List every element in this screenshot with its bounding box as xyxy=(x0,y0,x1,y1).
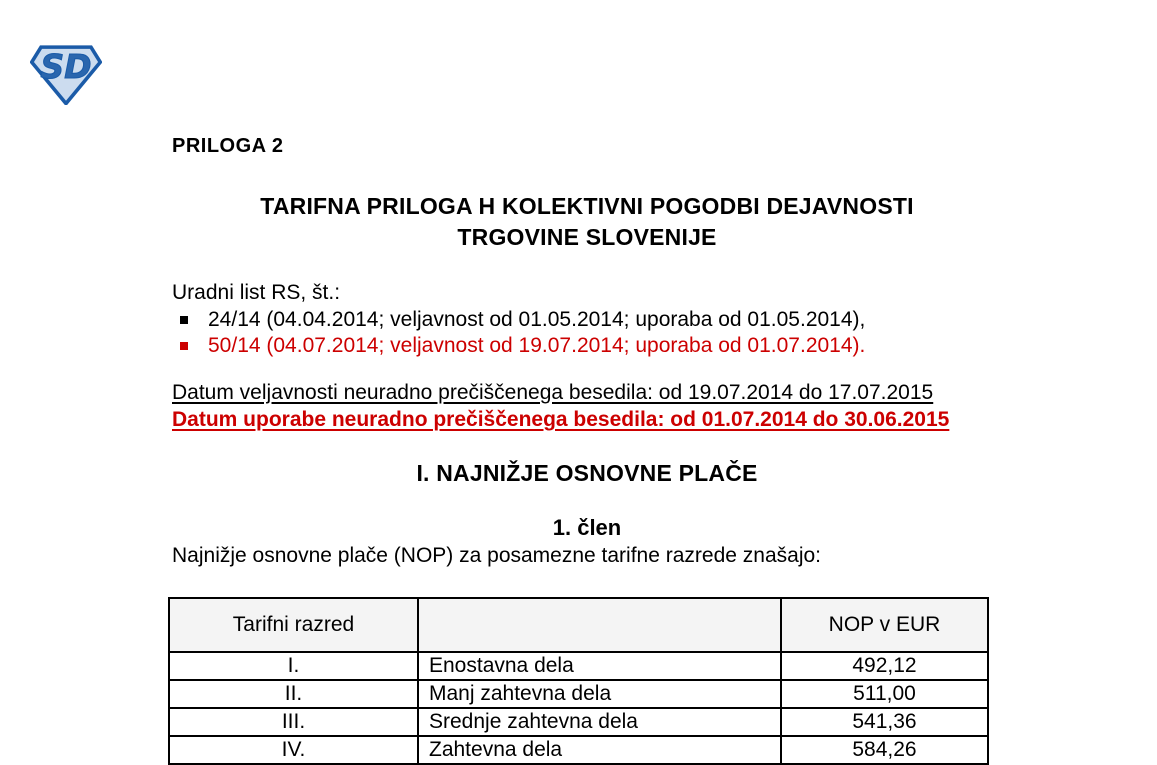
article-heading: 1. člen xyxy=(552,515,622,540)
row-description: Srednje zahtevna dela xyxy=(418,708,781,736)
gazette-item-1-text: 24/14 (04.04.2014; veljavnost od 01.05.2014; uporaba od 01.05.2014), xyxy=(208,308,866,331)
table-row xyxy=(169,736,988,764)
gazette-intro: Uradni list RS, št.: xyxy=(172,281,341,304)
header-tarifni-razred: Tarifni razred xyxy=(169,598,418,652)
row-class: III. xyxy=(169,708,418,736)
header-empty xyxy=(418,598,781,652)
row-value: 541,36 xyxy=(781,708,988,736)
document-title-line2: TRGOVINE SLOVENIJE xyxy=(457,224,717,250)
annex-label: PRILOGA 2 xyxy=(172,135,284,157)
gazette-item-2-text: 50/14 (04.07.2014; veljavnost od 19.07.2014; uporaba od 01.07.2014). xyxy=(208,334,866,357)
row-class: I. xyxy=(169,652,418,680)
nop-table xyxy=(168,597,989,765)
application-date-line: Datum uporabe neuradno prečiščenega besedila: od 01.07.2014 do 30.06.2015 xyxy=(172,408,950,431)
validity-date-line: Datum veljavnosti neuradno prečiščenega besedila: od 19.07.2014 do 17.07.2015 xyxy=(172,381,934,404)
logo-letters: SD xyxy=(40,47,92,86)
bullet-square-icon xyxy=(180,316,188,324)
row-class: IV. xyxy=(169,736,418,764)
header-nop-eur: NOP v EUR xyxy=(781,598,988,652)
gazette-item-2 xyxy=(180,334,1010,358)
section-heading: I. NAJNIŽJE OSNOVNE PLAČE xyxy=(416,460,758,486)
row-value: 584,26 xyxy=(781,736,988,764)
document-title xyxy=(172,191,1002,253)
table-row xyxy=(169,708,988,736)
row-value: 492,12 xyxy=(781,652,988,680)
table-row xyxy=(169,652,988,680)
row-description: Enostavna dela xyxy=(418,652,781,680)
article-intro: Najnižje osnovne plače (NOP) za posamezne tarifne razrede znašajo: xyxy=(172,544,822,567)
gazette-item-1 xyxy=(180,308,1010,332)
document-title-line1: TARIFNA PRILOGA H KOLEKTIVNI POGODBI DEJAVNOSTI xyxy=(260,193,914,219)
shield-icon xyxy=(30,45,102,105)
sd-shield-logo xyxy=(30,45,102,105)
row-class: II. xyxy=(169,680,418,708)
table-row xyxy=(169,680,988,708)
table-header-row xyxy=(169,598,988,652)
row-description: Zahtevna dela xyxy=(418,736,781,764)
row-value: 511,00 xyxy=(781,680,988,708)
row-description: Manj zahtevna dela xyxy=(418,680,781,708)
bullet-square-icon xyxy=(180,342,188,350)
